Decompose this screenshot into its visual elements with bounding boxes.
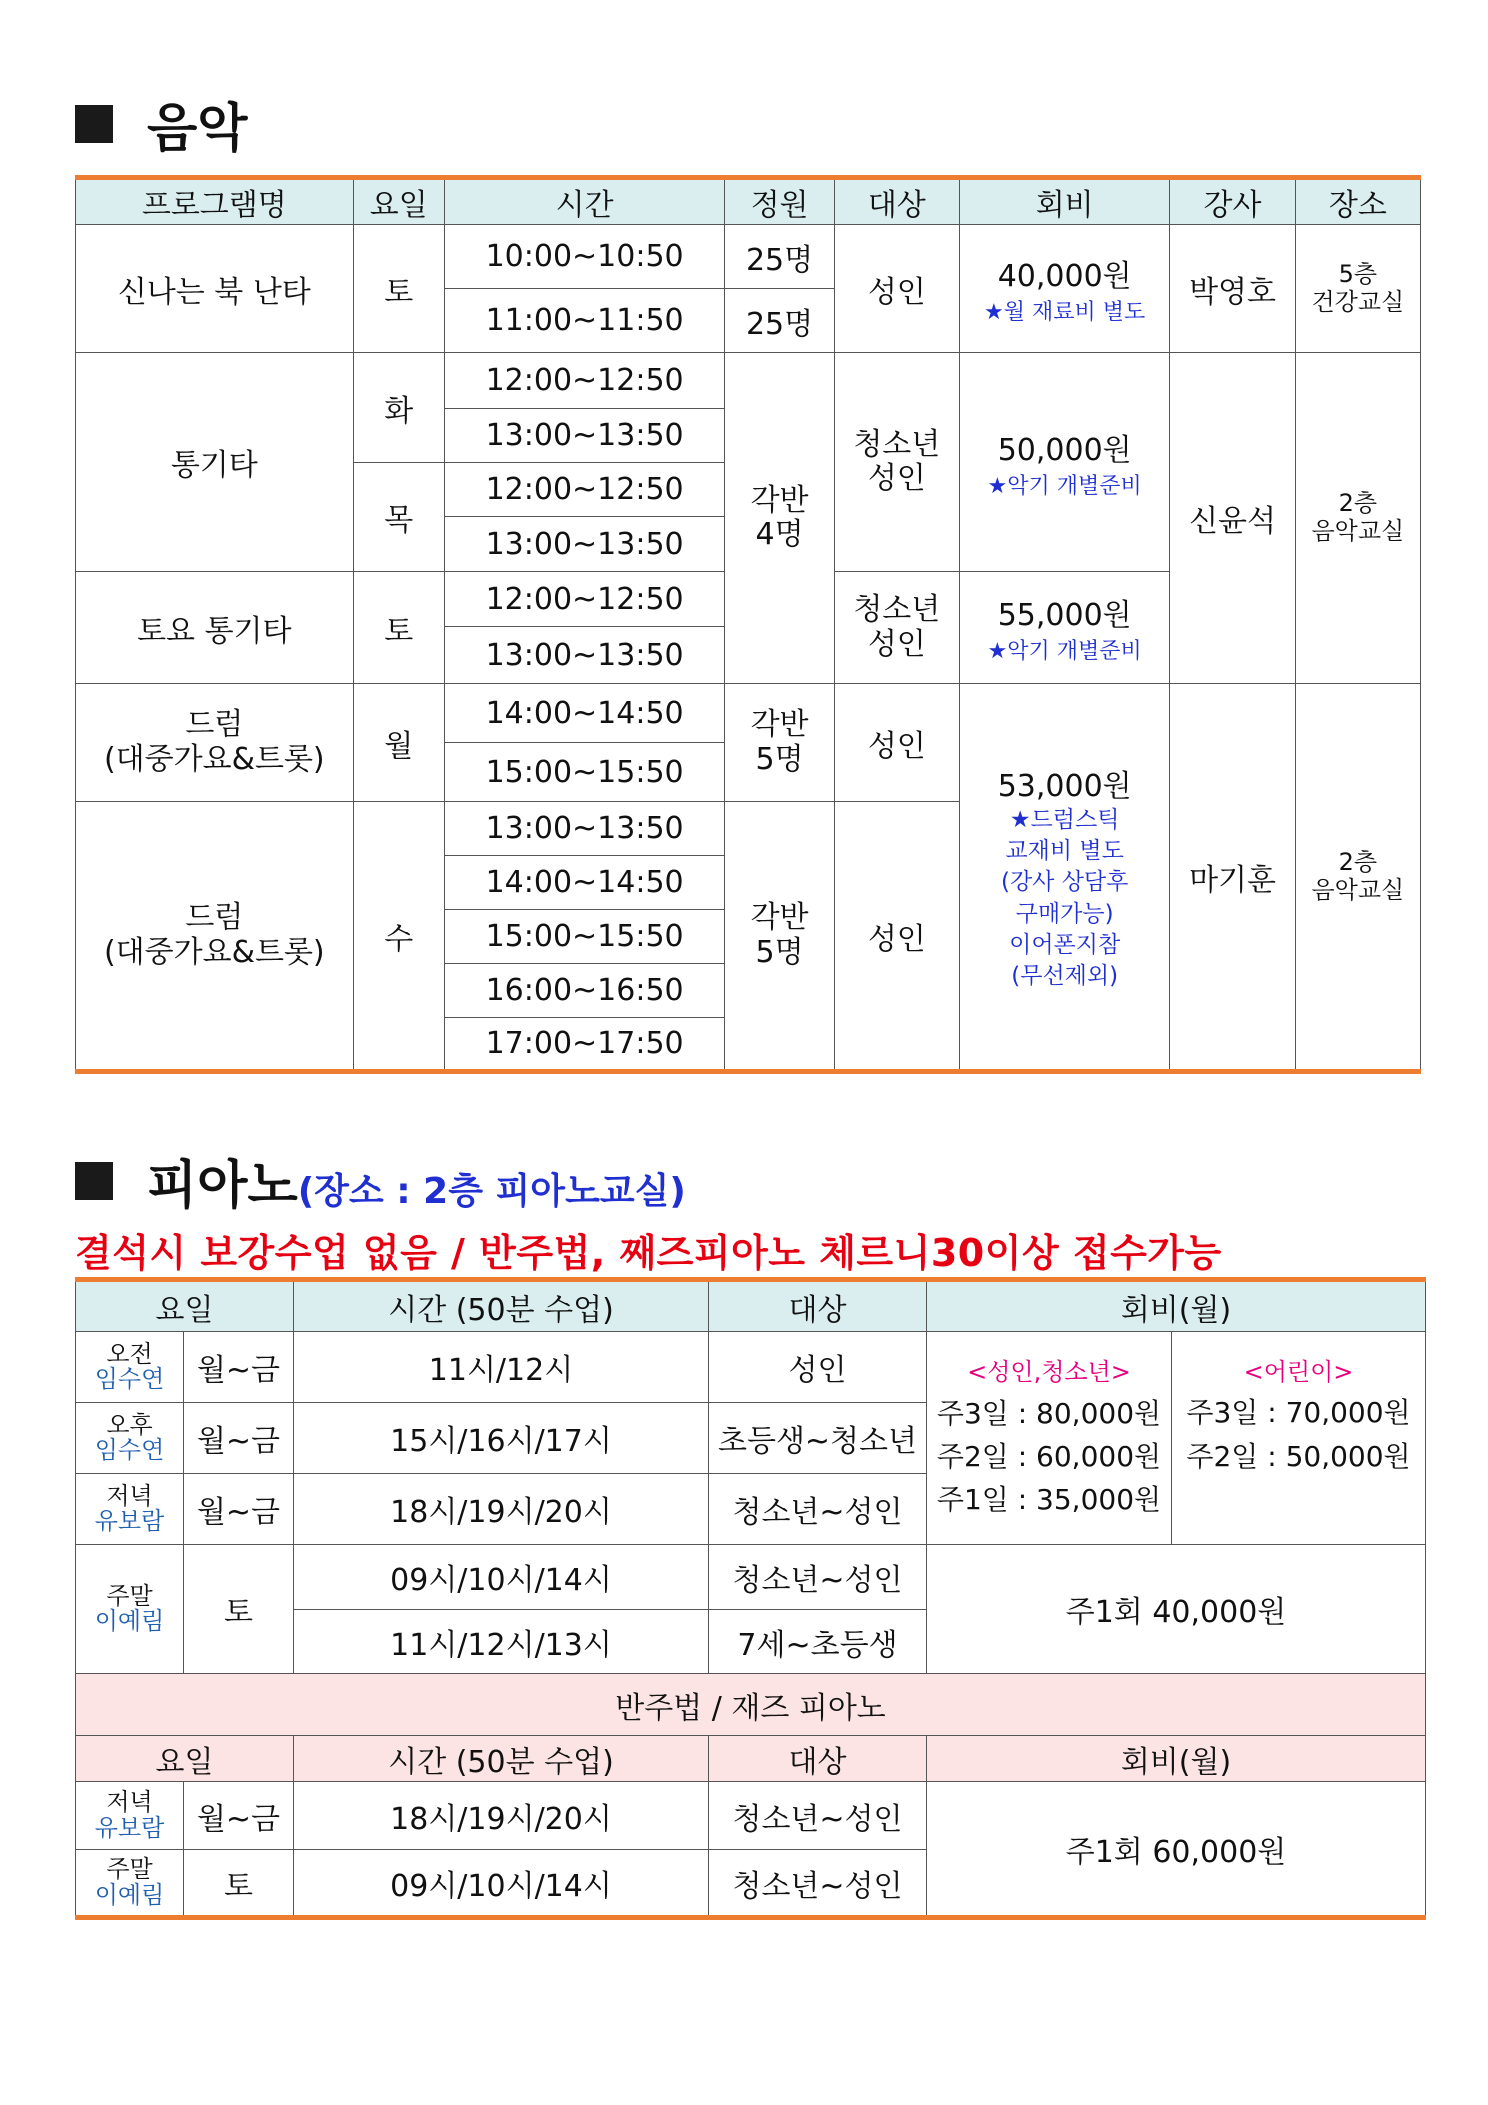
header-day: 요일 <box>76 1736 294 1782</box>
capacity-line1: 각반 <box>750 482 809 518</box>
day-cell: 월 <box>353 684 444 802</box>
capacity-cell <box>725 684 834 802</box>
table-row <box>76 1545 1426 1610</box>
period-label: 저녁 <box>106 1481 153 1510</box>
capacity-cell: 25명 <box>725 225 834 289</box>
capacity-line1: 각반 <box>750 900 809 935</box>
program-name-line2: (대중가요&트롯) <box>103 934 325 970</box>
place-cell <box>1295 684 1420 1072</box>
program-name <box>76 802 354 1072</box>
time-cell: 17:00~17:50 <box>444 1018 725 1072</box>
target-cell: 청소년~성인 <box>709 1474 927 1545</box>
fees-child-cell <box>1172 1332 1426 1545</box>
day-cell: 화 <box>353 353 444 463</box>
table-row <box>76 225 1421 289</box>
fee-note-line: 구매가능) <box>1015 900 1114 927</box>
target-cell: 청소년~성인 <box>709 1782 927 1850</box>
program-name <box>76 684 354 802</box>
fee-note-line: (강사 상담후 <box>1000 869 1129 896</box>
header-teacher: 강사 <box>1170 178 1295 225</box>
capacity-cell <box>725 353 834 684</box>
capacity-cell: 25명 <box>725 289 834 353</box>
days-cell: 토 <box>184 1545 294 1674</box>
fee-cell <box>959 353 1169 572</box>
fee-amount: 53,000원 <box>997 769 1132 805</box>
table-row <box>76 353 1421 409</box>
time-cell: 14:00~14:50 <box>444 856 725 910</box>
target-cell: 초등생~청소년 <box>709 1403 927 1474</box>
table-row <box>76 684 1421 743</box>
music-section-title: 음악 <box>75 103 247 155</box>
time-cell: 15:00~15:50 <box>444 910 725 964</box>
header-target: 대상 <box>834 178 959 225</box>
fee-line: 주2일 : 50,000원 <box>1186 1439 1411 1473</box>
teacher-cell: 마기훈 <box>1170 684 1295 1072</box>
target-line1: 청소년 <box>853 592 941 627</box>
square-bullet-icon <box>75 1162 113 1200</box>
time-cell: 15:00~15:50 <box>444 743 725 802</box>
days-cell: 월~금 <box>184 1782 294 1850</box>
period-teacher-cell <box>76 1474 184 1545</box>
period-label: 저녁 <box>106 1788 153 1817</box>
time-cell: 12:00~12:50 <box>444 572 725 627</box>
header-time: 시간 (50분 수업) <box>294 1280 709 1332</box>
program-name: 신나는 북 난타 <box>76 225 354 353</box>
period-label: 주말 <box>106 1581 153 1610</box>
time-cell: 13:00~13:50 <box>444 409 725 463</box>
fee-note-line: (무선제외) <box>1011 962 1119 989</box>
place-floor: 2층 <box>1338 847 1378 876</box>
target-cell <box>834 353 959 572</box>
fees-adult-title: <성인,청소년> <box>967 1358 1131 1387</box>
target-line1: 청소년 <box>853 426 941 462</box>
program-name-line2: (대중가요&트롯) <box>103 741 325 777</box>
time-cell: 13:00~13:50 <box>444 517 725 572</box>
fees-child-title: <어린이> <box>1243 1358 1354 1386</box>
program-name: 통기타 <box>76 353 354 572</box>
fees-adult-cell <box>927 1332 1172 1545</box>
fee-note-line: 교재비 별도 <box>1005 838 1124 865</box>
teacher-name: 유보람 <box>94 1813 165 1842</box>
time-cell: 18시/19시/20시 <box>294 1782 709 1850</box>
fee-amount: 50,000원 <box>997 432 1132 468</box>
period-teacher-cell <box>76 1545 184 1674</box>
capacity-line2: 5명 <box>755 741 804 777</box>
days-cell: 월~금 <box>184 1403 294 1474</box>
fee-line: 주1일 : 35,000원 <box>936 1483 1162 1517</box>
teacher-name: 이예림 <box>94 1607 165 1635</box>
jazz-fee-cell: 주1회 60,000원 <box>927 1782 1426 1918</box>
fee-note: ★악기 개별준비 <box>987 473 1142 499</box>
program-name-line1: 드럼 <box>185 707 244 742</box>
days-cell: 토 <box>184 1850 294 1918</box>
fee-line: 주3일 : 80,000원 <box>936 1396 1162 1430</box>
day-cell: 수 <box>353 802 444 1072</box>
target-cell: 청소년~성인 <box>709 1545 927 1610</box>
piano-notice: 결석시 보강수업 없음 / 반주법, 째즈피아노 체르니30이상 접수가능 <box>75 1231 1222 1275</box>
target-cell: 7세~초등생 <box>709 1610 927 1674</box>
weekend-fee-cell: 주1회 40,000원 <box>927 1545 1426 1674</box>
piano-location: (장소 : 2층 피아노교실) <box>297 1171 686 1212</box>
program-name-line1: 드럼 <box>185 900 244 935</box>
fee-cell <box>959 572 1169 684</box>
square-bullet-icon <box>75 105 113 143</box>
header-time: 시간 <box>444 178 725 225</box>
music-header-row <box>76 178 1421 225</box>
header-capacity: 정원 <box>725 178 834 225</box>
teacher-cell: 신윤석 <box>1170 353 1295 684</box>
teacher-cell: 박영호 <box>1170 225 1295 353</box>
days-cell: 월~금 <box>184 1332 294 1403</box>
days-cell: 월~금 <box>184 1474 294 1545</box>
jazz-title-row <box>76 1674 1426 1736</box>
header-place: 장소 <box>1295 178 1420 225</box>
table-row <box>76 1782 1426 1850</box>
time-cell: 18시/19시/20시 <box>294 1474 709 1545</box>
fee-note: ★악기 개별준비 <box>987 639 1142 664</box>
piano-schedule-table <box>75 1277 1426 1920</box>
time-cell: 16:00~16:50 <box>444 964 725 1018</box>
header-day: 요일 <box>76 1280 294 1332</box>
target-cell: 성인 <box>834 225 959 353</box>
fee-line: 주3일 : 70,000원 <box>1186 1396 1411 1430</box>
teacher-name: 임수연 <box>94 1365 165 1393</box>
capacity-line1: 각반 <box>750 707 809 742</box>
teacher-name: 이예림 <box>94 1880 165 1909</box>
capacity-line2: 5명 <box>755 934 804 970</box>
period-teacher-cell <box>76 1850 184 1918</box>
program-name: 토요 통기타 <box>76 572 354 684</box>
day-cell: 목 <box>353 463 444 572</box>
fee-amount: 55,000원 <box>997 598 1132 633</box>
time-cell: 12:00~12:50 <box>444 353 725 409</box>
period-teacher-cell <box>76 1782 184 1850</box>
time-cell: 12:00~12:50 <box>444 463 725 517</box>
place-floor: 5층 <box>1338 259 1378 288</box>
fee-note: ★월 재료비 별도 <box>984 300 1146 325</box>
capacity-cell <box>725 802 834 1072</box>
fee-note-line: ★드럼스틱 <box>1009 807 1120 834</box>
place-floor: 2층 <box>1338 489 1378 518</box>
day-cell: 토 <box>353 225 444 353</box>
jazz-section-title: 반주법 / 재즈 피아노 <box>76 1674 1426 1736</box>
header-day: 요일 <box>353 178 444 225</box>
period-label: 주말 <box>106 1855 153 1884</box>
fee-amount: 40,000원 <box>997 259 1132 294</box>
period-label: 오전 <box>106 1339 153 1368</box>
piano-header-row <box>76 1280 1426 1332</box>
target-cell: 성인 <box>834 802 959 1072</box>
time-cell: 14:00~14:50 <box>444 684 725 743</box>
time-cell: 09시/10시/14시 <box>294 1850 709 1918</box>
time-cell: 11시/12시/13시 <box>294 1610 709 1674</box>
place-room: 음악교실 <box>1311 517 1405 545</box>
place-room: 건강교실 <box>1311 287 1405 316</box>
header-fee: 회비(월) <box>927 1280 1426 1332</box>
header-fee: 회비 <box>959 178 1169 225</box>
target-cell: 성인 <box>834 684 959 802</box>
fee-cell <box>959 684 1169 1072</box>
place-cell <box>1295 353 1420 684</box>
table-row <box>76 1332 1426 1403</box>
teacher-name: 임수연 <box>94 1436 165 1464</box>
fee-note <box>960 805 1169 991</box>
time-cell: 13:00~13:50 <box>444 627 725 684</box>
target-cell: 성인 <box>709 1332 927 1403</box>
fee-cell <box>959 225 1169 353</box>
music-schedule-table <box>75 175 1421 1074</box>
header-target: 대상 <box>709 1280 927 1332</box>
piano-section-title: 피아노(장소 : 2층 피아노교실) <box>75 1160 686 1212</box>
jazz-header-row <box>76 1736 1426 1782</box>
target-line2: 성인 <box>867 461 926 496</box>
header-program: 프로그램명 <box>76 178 354 225</box>
capacity-line2: 4명 <box>755 517 804 552</box>
header-target: 대상 <box>709 1736 927 1782</box>
target-cell: 청소년~성인 <box>709 1850 927 1918</box>
time-cell: 09시/10시/14시 <box>294 1545 709 1610</box>
time-cell: 13:00~13:50 <box>444 802 725 856</box>
target-cell <box>834 572 959 684</box>
header-fee: 회비(월) <box>927 1736 1426 1782</box>
fee-line: 주2일 : 60,000원 <box>936 1439 1162 1473</box>
period-teacher-cell <box>76 1403 184 1474</box>
day-cell: 토 <box>353 572 444 684</box>
fee-note-line: 이어폰지참 <box>1009 931 1121 958</box>
period-teacher-cell <box>76 1332 184 1403</box>
teacher-name: 유보람 <box>94 1507 165 1535</box>
time-cell: 10:00~10:50 <box>444 225 725 289</box>
place-room: 음악교실 <box>1311 875 1405 904</box>
time-cell: 11시/12시 <box>294 1332 709 1403</box>
time-cell: 11:00~11:50 <box>444 289 725 353</box>
header-time: 시간 (50분 수업) <box>294 1736 709 1782</box>
place-cell <box>1295 225 1420 353</box>
target-line2: 성인 <box>867 626 926 662</box>
time-cell: 15시/16시/17시 <box>294 1403 709 1474</box>
period-label: 오후 <box>106 1410 153 1439</box>
